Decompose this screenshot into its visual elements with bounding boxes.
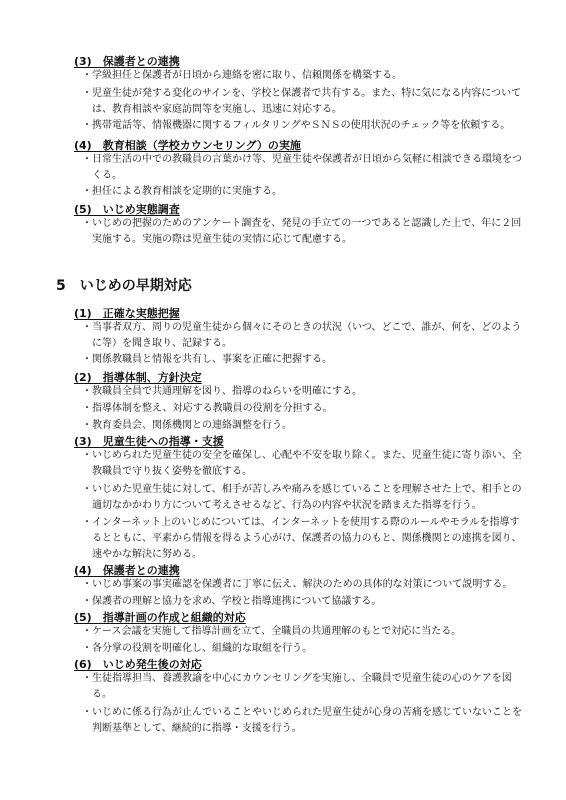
chapter-title: いじめの早期対応 xyxy=(79,278,192,294)
bullet-mark: ・ xyxy=(82,88,92,99)
bullet-mark: ・ xyxy=(82,484,92,495)
bullet-mark: ・ xyxy=(82,517,92,528)
list-item: ・ 日常生活の中での教職員の言葉かけ等、児童生徒や保護者が日頃から気軽に相談できる環境をつくる。 xyxy=(82,154,522,181)
bullet-mark: ・ xyxy=(82,403,92,414)
bullet-mark: ・ xyxy=(82,186,92,197)
list-item: ・ いじめに係る行為が止んでいることやいじめられた児童生徒が心身の苦痛を感じていないことを判断基準として、継続的に指導・支援を行う。 xyxy=(82,707,522,734)
bullet-mark: ・ xyxy=(82,450,92,461)
list-item: ・ 指導体制を整え、対応する教職員の役割を分担する。 xyxy=(82,401,522,417)
list-item: ・ いじめた児童生徒に対して、相手が苦しみや痛みを感じていることを理解させた上で、相手との適切なかかわり方について考えさせるなど、行為の内容や状況を踏まえた指導を行う。 xyxy=(82,484,522,511)
section-heading-parent-coordination: (4) 保護者との連携 xyxy=(74,564,180,577)
list-item: ・ 保護者の理解と協力を求め、学校と指導連携について協議する。 xyxy=(82,594,522,610)
list-item: ・ 教職員全員で共通理解を図り、指導のねらいを明確にする。 xyxy=(82,384,522,400)
bullet-mark: ・ xyxy=(82,120,92,131)
list-item: ・ 生徒指導担当、養護教諭を中心にカウンセリングを実施し、全職員で児童生徒の心のケアを図る。 xyxy=(82,673,512,700)
bullet-mark: ・ xyxy=(82,420,92,431)
list-item: ・ 学級担任と保護者が日頃から連絡を密に取り、信頼関係を構築する。 xyxy=(82,68,522,84)
bullet-mark: ・ xyxy=(82,386,92,397)
bullet-mark: ・ xyxy=(82,643,92,654)
list-item: ・ いじめの把握のためのアンケート調査を、発見の手立ての一つであると認識した上で、年に２回実施する。実施の際は児童生徒の実情に応じて配慮する。 xyxy=(82,218,522,245)
bullet-mark: ・ xyxy=(82,218,92,229)
list-item: ・ 携帯電話等、情報機器に関するフィルタリングやＳＮＳの使用状況のチェック等を依頼する。 xyxy=(82,118,522,134)
bullet-mark: ・ xyxy=(82,70,92,81)
list-item: ・ いじめ事案の事実確認を保護者に丁寧に伝え、解決のための具体的な対策について説明する。 xyxy=(82,577,522,593)
chapter-heading xyxy=(56,275,192,295)
section-heading-student-support: (3) 児童生徒への指導・支援 xyxy=(74,435,224,448)
list-item: ・ 当事者双方、周りの児童生徒から個々にそのときの状況（いつ、どこで、誰が、何を、どのように等）を聞き取り、記録する。 xyxy=(82,322,522,349)
bullet-mark: ・ xyxy=(82,626,92,637)
bullet-mark: ・ xyxy=(82,596,92,607)
list-item: ・ いじめられた児童生徒の安全を確保し、心配や不安を取り除く。また、児童生徒に寄り添い、全教職員で守り抜く姿勢を徹底する。 xyxy=(82,450,522,477)
list-item: ・ ケース会議を実施して指導計画を立て、全職員の共通理解のもとで対応に当たる。 xyxy=(82,624,522,640)
list-item: ・ 担任による教育相談を定期的に実施する。 xyxy=(82,184,522,200)
list-item: ・ 各分掌の役割を明確化し、組織的な取組を行う。 xyxy=(82,641,522,657)
list-item: ・ インターネット上のいじめについては、インターネットを使用する際のルールやモラルを指導するとともに、平素から情報を得るよう心がけ、保護者の協力のもと、関係機関との連携を図り、速やかな解決に努める。 xyxy=(82,517,522,560)
bullet-mark: ・ xyxy=(82,579,92,590)
section-heading-guidance-policy: (2) 指導体制、方針決定 xyxy=(74,371,202,384)
section-heading-after-bullying: (6) いじめ発生後の対応 xyxy=(74,658,202,671)
section-heading-fact-finding: (1) 正確な実態把握 xyxy=(74,307,180,320)
list-item: ・ 教育委員会、関係機関との連絡調整を行う。 xyxy=(82,418,522,434)
section-heading-guidance-plan: (5) 指導計画の作成と組織的対応 xyxy=(74,611,246,624)
chapter-number: 5 xyxy=(56,278,66,294)
section-heading-survey: (5) いじめ実態調査 xyxy=(74,203,180,216)
list-item: ・ 児童生徒が発する変化のサインを、学校と保護者で共有する。また、特に気になる内容については、教育相談や家庭訪問等を実施し、迅速に対応する。 xyxy=(82,88,522,115)
bullet-mark: ・ xyxy=(82,322,92,333)
bullet-mark: ・ xyxy=(82,354,92,365)
section-heading-counseling: (4) 教育相談（学校カウンセリング）の実施 xyxy=(74,139,301,152)
list-item: ・ 関係教職員と情報を共有し、事案を正確に把握する。 xyxy=(82,352,522,368)
bullet-mark: ・ xyxy=(82,154,92,165)
section-heading-parent-cooperation: (3) 保護者との連携 xyxy=(74,55,180,68)
bullet-mark: ・ xyxy=(82,673,92,684)
bullet-mark: ・ xyxy=(82,707,92,718)
